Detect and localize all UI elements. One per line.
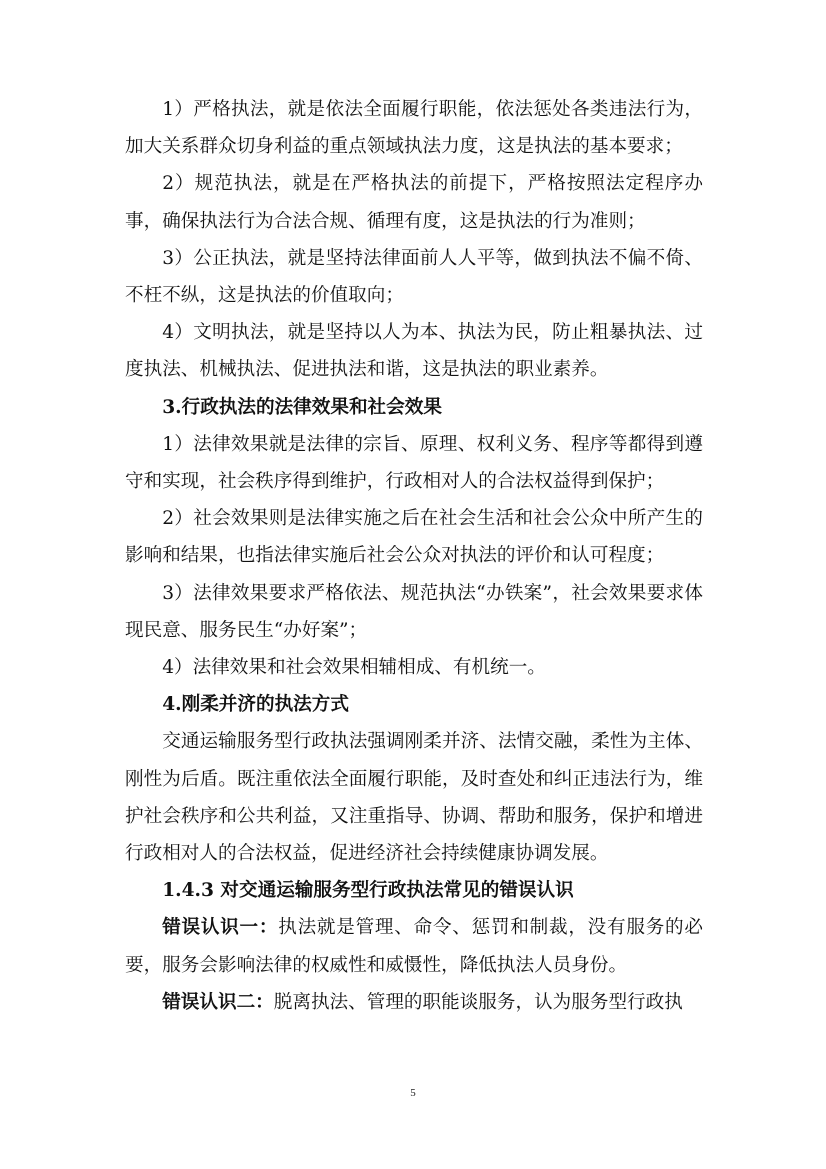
paragraph-effect-requirements: 3）法律效果要求严格依法、规范执法“办铁案”，社会效果要求体现民意、服务民生“办好案”； [125, 582, 703, 641]
paragraph-civil-enforcement: 4）文明执法，就是坚持以人为本、执法为民，防止粗暴执法、过度执法、机械执法、促进执法和谐，这是执法的职业素养。 [125, 322, 703, 381]
paragraph-effect-unity: 4）法律效果和社会效果相辅相成、有机统一。 [162, 657, 546, 679]
misconception-two-text: 脱离执法、管理的职能谈服务，认为服务型行政执 [273, 991, 683, 1013]
paragraph-standard-enforcement: 2）规范执法，就是在严格执法的前提下，严格按照法定程序办事，确保执法行为合法合规、循理有度，这是执法的行为准则； [125, 173, 703, 232]
paragraph-misconception-one [125, 909, 703, 983]
section-heading-enforcement-method: 4.刚柔并济的执法方式 [162, 694, 349, 716]
paragraph-legal-effect: 1）法律效果就是法律的宗旨、原理、权利义务、程序等都得到遵守和实现，社会秩序得到维护，行政相对人的合法权益得到保护； [125, 433, 703, 493]
document-body [125, 91, 703, 1021]
paragraph-enforcement-method: 交通运输服务型行政执法强调刚柔并济、法情交融，柔性为主体、刚性为后盾。既注重依法全面履行职能，及时查处和纠正违法行为，维护社会秩序和公共利益，又注重指导、协调、帮助和服务，保护和增进行政相对人的合法权益，促进经济社会持续健康协调发展。 [125, 731, 703, 865]
section-heading-misconceptions: 1.4.3 对交通运输服务型行政执法常见的错误认识 [162, 880, 574, 902]
paragraph-social-effect: 2）社会效果则是法律实施之后在社会生活和社会公众中所产生的影响和结果，也指法律实施后社会公众对执法的评价和认可程度； [125, 508, 703, 567]
paragraph-fair-enforcement: 3）公正执法，就是坚持法律面前人人平等，做到执法不偏不倚、不枉不纵，这是执法的价值取向； [125, 247, 703, 307]
misconception-one-label: 错误认识一： [162, 917, 279, 939]
misconception-one-text: 执法就是管理、命令、惩罚和制裁，没有服务的必要，服务会影响法律的权威性和威慑性，降低执法人员身份。 [125, 917, 703, 976]
page-number: 5 [410, 1087, 416, 1099]
paragraph-strict-enforcement: 1）严格执法，就是依法全面履行职能，依法惩处各类违法行为，加大关系群众切身利益的重点领域执法力度，这是执法的基本要求； [125, 99, 703, 158]
misconception-two-label: 错误认识二： [162, 991, 274, 1013]
paragraph-misconception-two [125, 984, 703, 1021]
section-heading-legal-social-effect: 3.行政执法的法律效果和社会效果 [162, 396, 442, 418]
